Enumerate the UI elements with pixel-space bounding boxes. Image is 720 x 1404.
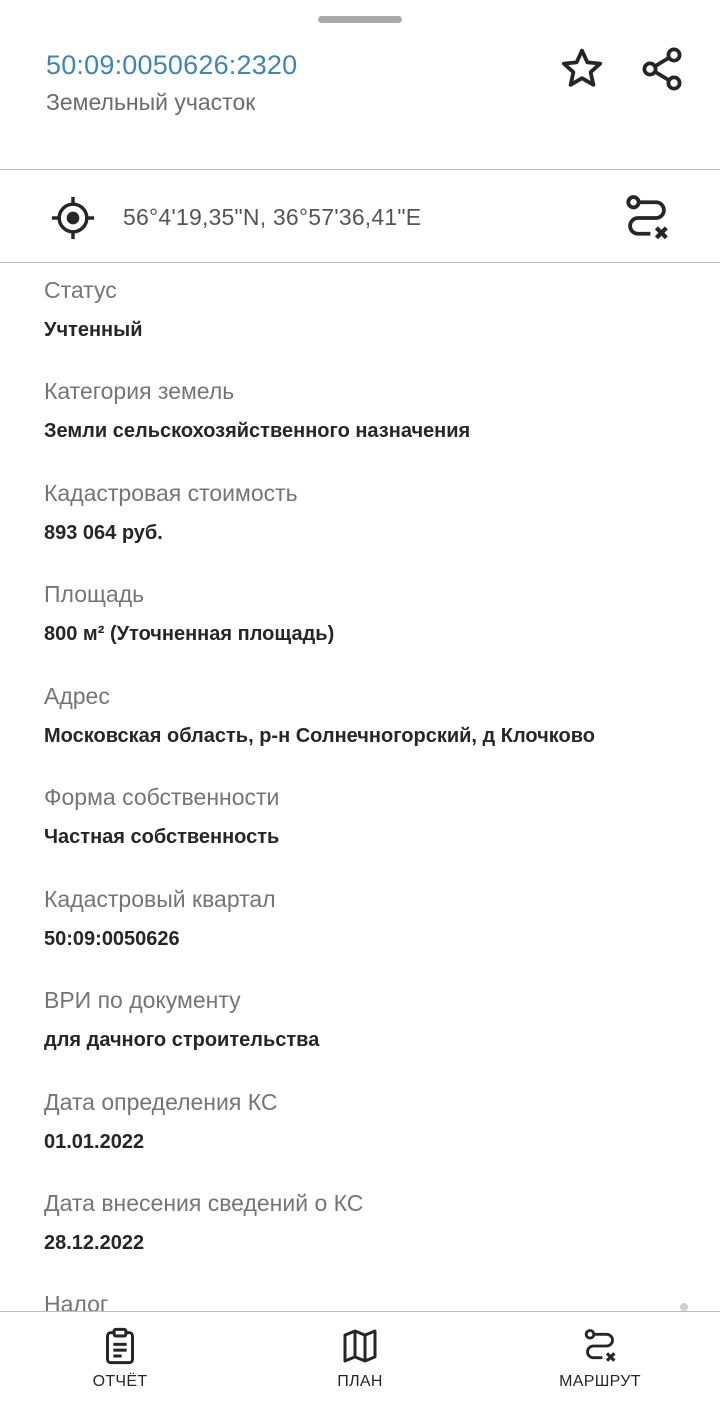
map-icon — [340, 1326, 380, 1366]
property-value: для дачного строительства — [44, 1029, 320, 1051]
tab-report[interactable] — [40, 1312, 200, 1404]
property-ownership — [44, 784, 279, 849]
property-area — [44, 581, 334, 646]
property-value: Частная собственность — [44, 826, 280, 848]
property-label: Дата определения КС — [44, 1089, 278, 1115]
clipboard-icon — [100, 1326, 140, 1366]
property-status — [44, 277, 143, 342]
favorite-button[interactable] — [554, 41, 610, 97]
bottom-navigation — [0, 1312, 720, 1404]
coordinates-row[interactable] — [0, 171, 720, 262]
property-label: Дата внесения сведений о КС — [44, 1190, 364, 1216]
property-label: Площадь — [44, 581, 145, 607]
property-label: Кадастровый квартал — [44, 886, 276, 912]
property-cadastral-value — [44, 480, 298, 545]
tab-report-label: ОТЧЁТ — [92, 1373, 148, 1390]
property-label: ВРИ по документу — [44, 987, 241, 1013]
property-valuation-entry-date — [44, 1190, 363, 1255]
property-value: 800 м² (Уточненная площадь) — [44, 623, 335, 645]
property-value: Учтенный — [44, 319, 143, 341]
sheet-header — [0, 0, 720, 170]
route-button[interactable] — [620, 191, 674, 245]
property-label: Форма собственности — [44, 784, 280, 810]
property-value: Земли сельскохозяйственного назначения — [44, 420, 471, 442]
property-value[interactable]: 50:09:0050626 — [44, 928, 180, 950]
property-label: Категория земель — [44, 378, 235, 404]
star-icon — [558, 45, 606, 93]
property-value: 28.12.2022 — [44, 1232, 145, 1254]
tab-plan-label: ПЛАН — [337, 1373, 383, 1390]
property-valuation-date — [44, 1089, 277, 1154]
property-value: Московская область, р-н Солнечногорский, д Клочково — [44, 725, 595, 747]
property-label: Статус — [44, 277, 117, 303]
object-type: Земельный участок — [46, 89, 256, 115]
property-land-category — [44, 378, 470, 443]
tab-route-label: МАРШРУТ — [559, 1373, 641, 1390]
property-value: 893 064 руб. — [44, 522, 163, 544]
properties-list — [0, 263, 720, 1311]
scroll-indicator — [680, 1303, 688, 1311]
property-label: Кадастровая стоимость — [44, 480, 298, 506]
property-cadastral-quarter — [44, 886, 276, 951]
share-icon — [638, 45, 686, 93]
property-address — [44, 683, 595, 748]
crosshair-icon — [50, 195, 96, 241]
property-permitted-use — [44, 987, 319, 1052]
property-label: Налог — [44, 1291, 109, 1311]
header-divider — [0, 169, 720, 170]
tab-plan[interactable] — [280, 1312, 440, 1404]
share-button[interactable] — [634, 41, 690, 97]
route-icon — [620, 191, 674, 245]
property-value: 01.01.2022 — [44, 1131, 145, 1153]
cadastral-number[interactable]: 50:09:0050626:2320 — [46, 50, 298, 80]
tab-route[interactable] — [520, 1312, 680, 1404]
property-label: Адрес — [44, 683, 110, 709]
route-icon — [580, 1326, 620, 1366]
property-tax — [44, 1291, 108, 1311]
coordinates-text[interactable]: 56°4'19,35"N, 36°57'36,41"E — [123, 204, 422, 230]
